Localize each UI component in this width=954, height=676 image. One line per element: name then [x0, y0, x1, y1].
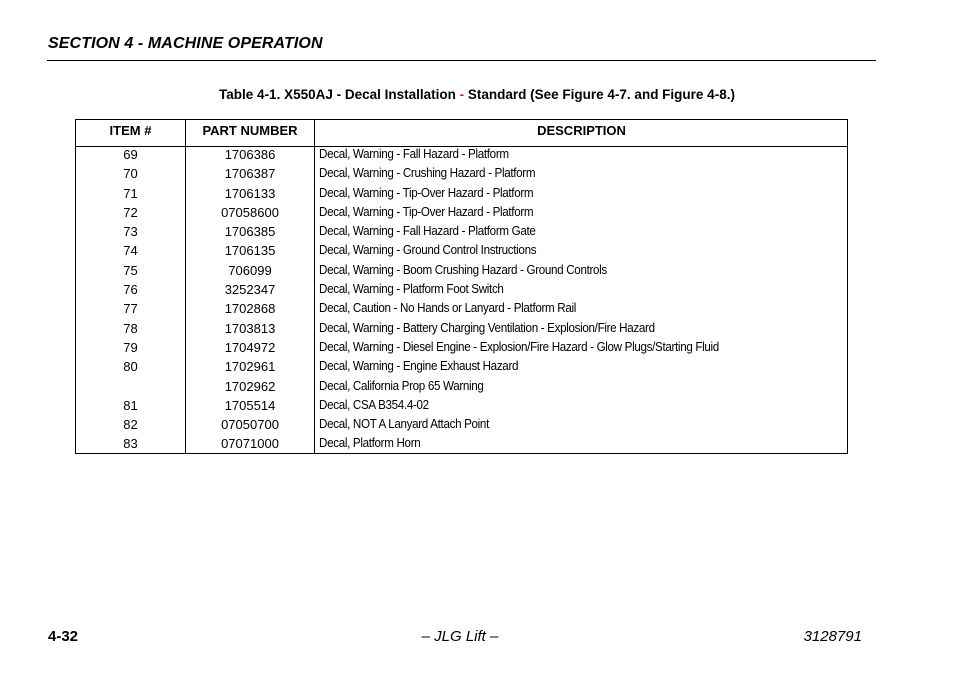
part-number-cell: 1706386: [224, 147, 276, 162]
description-cell: Decal, Warning - Boom Crushing Hazard - Ground Controls: [319, 262, 607, 277]
table-title-ref: Standard (See Figure 4-7. and Figure 4-8.): [464, 87, 735, 102]
description-cell: Decal, CSA B354.4-02: [319, 397, 429, 412]
part-number-cell: 1703813: [224, 320, 276, 336]
part-number-cell: 07050700: [221, 417, 279, 433]
table-row: [76, 203, 847, 222]
table-row: [76, 357, 847, 376]
item-number-cell: 70: [123, 166, 138, 182]
part-number-cell: 1706385: [224, 224, 276, 240]
table-row: [76, 396, 847, 415]
description-cell: Decal, Warning - Diesel Engine - Explosion/Fire Hazard - Glow Plugs/Starting Fluid: [319, 339, 719, 354]
item-number-cell: 74: [123, 243, 138, 259]
item-number-cell: 79: [123, 339, 138, 355]
part-number-cell: 1706133: [224, 185, 276, 201]
item-number-cell: 81: [123, 397, 138, 413]
part-number-cell: 07058600: [221, 204, 279, 220]
table-row: [76, 184, 847, 203]
description-cell: Decal, California Prop 65 Warning: [319, 378, 484, 393]
item-number-cell: 78: [123, 320, 138, 336]
section-header: SECTION 4 - MACHINE OPERATION: [48, 35, 323, 52]
table-body: [76, 145, 847, 454]
table-row: [76, 261, 847, 280]
description-cell: Decal, Warning - Battery Charging Ventilation - Explosion/Fire Hazard: [319, 320, 655, 335]
page-number: 4-32: [48, 628, 79, 645]
decal-table: [75, 119, 848, 454]
description-cell: Decal, Platform Horn: [319, 436, 421, 451]
table-row: [76, 338, 847, 357]
table-row: [76, 145, 847, 164]
table-row: [76, 377, 847, 396]
footer-brand: – JLG Lift –: [421, 628, 499, 645]
item-number-cell: 80: [123, 359, 138, 375]
document-number: 3128791: [803, 628, 862, 645]
table-row: [76, 280, 847, 299]
description-cell: Decal, NOT A Lanyard Attach Point: [319, 417, 489, 432]
description-cell: Decal, Caution - No Hands or Lanyard - Platform Rail: [319, 301, 577, 316]
part-number-cell: 1704972: [224, 339, 276, 355]
description-cell: Decal, Warning - Engine Exhaust Hazard: [319, 359, 519, 374]
part-number-cell: 1706135: [224, 243, 276, 259]
table-row: [76, 164, 847, 183]
column-header-description: DESCRIPTION: [537, 123, 626, 138]
item-number-cell: 72: [123, 204, 138, 220]
table-row: [76, 299, 847, 318]
description-cell: Decal, Warning - Fall Hazard - Platform: [319, 147, 509, 161]
description-cell: Decal, Warning - Crushing Hazard - Platform: [319, 166, 536, 181]
table-title-main: Table 4-1. X550AJ - Decal Installation: [219, 87, 460, 102]
part-number-cell: 1706387: [224, 166, 276, 182]
table-row: [76, 319, 847, 338]
item-number-cell: 71: [123, 185, 138, 201]
column-header-item: ITEM #: [109, 123, 152, 138]
table-row: [76, 241, 847, 260]
part-number-cell: 1705514: [224, 397, 276, 413]
column-header-part-number: PART NUMBER: [202, 123, 298, 138]
part-number-cell: 3252347: [224, 282, 276, 298]
table-title-dash: -: [459, 87, 465, 102]
part-number-cell: 706099: [228, 262, 272, 278]
item-number-cell: 83: [123, 436, 138, 452]
table-title: [0, 87, 954, 102]
table-row: [76, 434, 847, 453]
item-number-cell: 75: [123, 262, 138, 278]
description-cell: Decal, Warning - Platform Foot Switch: [319, 282, 504, 297]
header-divider: [47, 60, 876, 61]
part-number-cell: 1702868: [224, 301, 276, 317]
description-cell: Decal, Warning - Tip-Over Hazard - Platform: [319, 185, 534, 200]
item-number-cell: 69: [123, 147, 138, 162]
part-number-cell: 1702962: [224, 378, 276, 394]
description-cell: Decal, Warning - Ground Control Instructions: [319, 243, 537, 258]
description-cell: Decal, Warning - Tip-Over Hazard - Platform: [319, 204, 534, 219]
description-cell: Decal, Warning - Fall Hazard - Platform Gate: [319, 224, 536, 239]
item-number-cell: 77: [123, 301, 138, 317]
table-row: [76, 222, 847, 241]
part-number-cell: 1702961: [224, 359, 276, 375]
item-number-cell: 76: [123, 282, 138, 298]
item-number-cell: 82: [123, 417, 138, 433]
table-row: [76, 415, 847, 434]
item-number-cell: 73: [123, 224, 138, 240]
part-number-cell: 07071000: [221, 436, 279, 452]
